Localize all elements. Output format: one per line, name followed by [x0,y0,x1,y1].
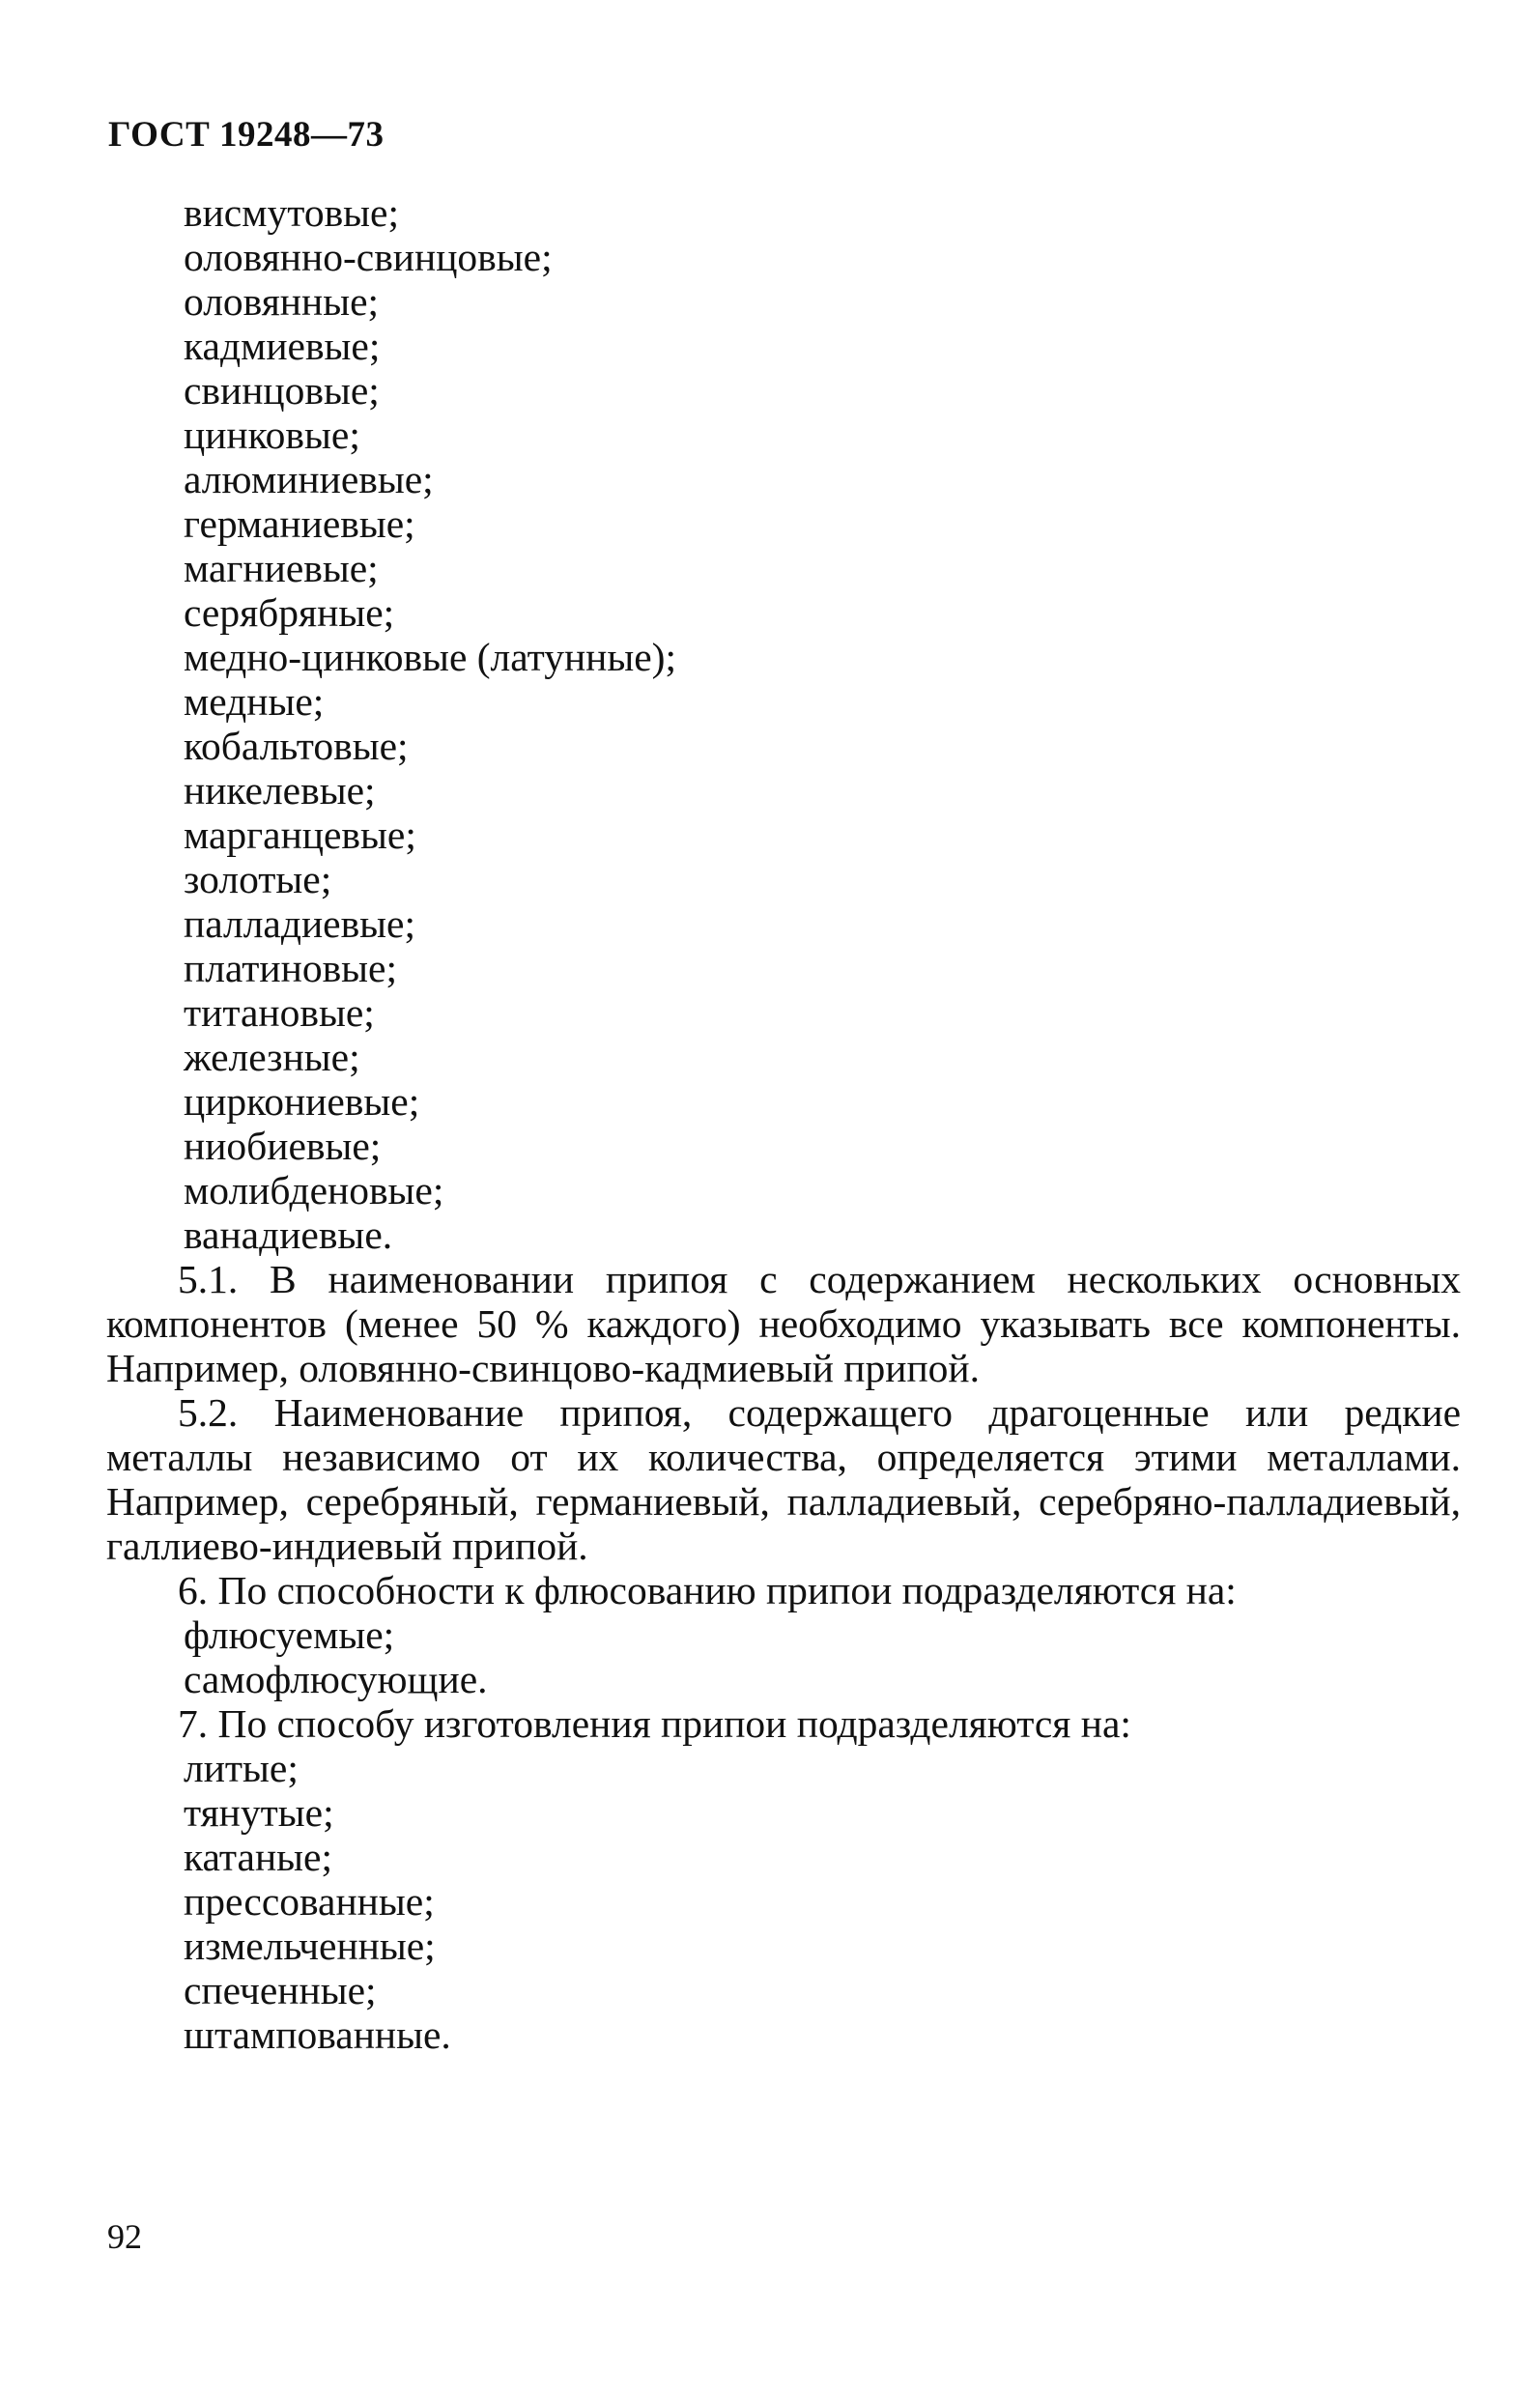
list-item: титановые; [184,990,375,1035]
fluxing-ability-list [106,1612,1461,1701]
list-item: свинцовые; [184,368,380,413]
list-item: катаные; [184,1835,332,1879]
list-item: молибденовые; [184,1168,444,1212]
document-content [106,190,1461,2057]
list-item: золотые; [184,857,332,901]
list-item: кобальтовые; [184,724,409,768]
manufacturing-method-list [106,1746,1461,2057]
paragraph-5-1: 5.1. В наименовании припоя с содержанием нескольких основных компонентов (менее 50 % каждого) необходимо указывать все компоненты. Например, оловянно-свинцово-кадмиевый припой. [106,1257,1461,1390]
list-item: магниевые; [184,546,379,590]
list-item: никелевые; [184,768,376,813]
list-item: медные; [184,679,325,724]
solder-types-by-base-metal-list [106,190,1461,1257]
list-item: германиевые; [184,501,415,546]
list-item: серябряные; [184,590,395,635]
list-item: алюминиевые; [184,457,434,501]
list-item: флюсуемые; [184,1612,395,1657]
list-item: литые; [184,1746,299,1790]
list-item: железные; [184,1035,360,1079]
list-item: оловянно-свинцовые; [184,235,553,279]
list-item: тянутые; [184,1790,334,1835]
list-item: оловянные; [184,279,380,324]
list-item: медно-цинковые (латунные); [184,635,677,679]
list-item: кадмиевые; [184,324,381,368]
paragraph-7: 7. По способу изготовления припои подразделяются на: [178,1701,1131,1746]
list-item: платиновые; [184,946,397,990]
paragraph-6: 6. По способности к флюсованию припои подразделяются на: [178,1568,1237,1612]
list-item: палладиевые; [184,901,416,946]
page-number: 92 [107,2217,142,2256]
list-item: спеченные; [184,1968,377,2012]
list-item: циркониевые; [184,1079,420,1124]
list-item: самофлюсующие. [184,1657,488,1701]
paragraph-5-2: 5.2. Наименование припоя, содержащего драгоценные или редкие металлы независимо от их количества, определяется этими металлами. Например, серебряный, германиевый, палладиевый, серебряно-палладиевый, галлиево-индиевый припой. [106,1390,1461,1568]
list-item: ниобиевые; [184,1124,382,1168]
list-item: прессованные; [184,1879,435,1924]
list-item: ванадиевые. [184,1212,393,1257]
list-item: измельченные; [184,1924,436,1968]
document-header: ГОСТ 19248—73 [108,115,385,155]
list-item: висмутовые; [184,190,400,235]
list-item: штампованные. [184,2012,451,2057]
list-item: цинковые; [184,413,360,457]
list-item: марганцевые; [184,813,416,857]
